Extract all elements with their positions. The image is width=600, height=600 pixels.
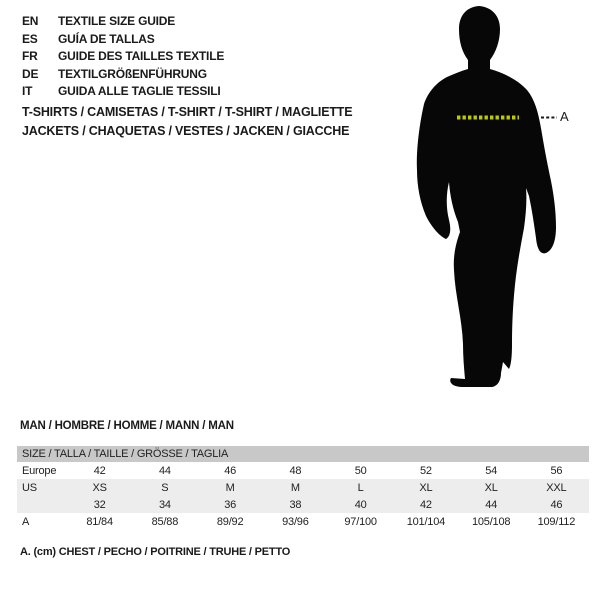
table-row-a-chest: [17, 513, 589, 530]
lang-code: DE: [22, 66, 39, 81]
lang-label: TEXTILGRÖßENFÜHRUNG: [58, 66, 207, 81]
cell: 34: [132, 496, 197, 513]
table-row-us: [17, 479, 589, 496]
category-line-tshirts: T-SHIRTS / CAMISETAS / T-SHIRT / T-SHIRT / MAGLIETTE: [22, 105, 353, 119]
row-label: US: [17, 479, 67, 496]
cell: 46: [224, 464, 237, 477]
table-row-europe: [17, 462, 589, 479]
cell: 101/104: [406, 515, 446, 528]
cell: 42: [93, 464, 106, 477]
size-table-header: SIZE / TALLA / TAILLE / GRÖSSE / TAGLIA: [17, 446, 589, 462]
cell: 46: [524, 496, 589, 513]
cell: XL: [459, 479, 524, 496]
cell: M: [263, 479, 328, 496]
measure-label-a: A: [560, 109, 569, 124]
lang-label: GUIDE DES TAILLES TEXTILE: [58, 49, 225, 63]
lang-label: GUIDA ALLE TAGLIE TESSILI: [58, 84, 221, 98]
cell: 42: [393, 496, 458, 513]
measurement-footnote: A. (cm) CHEST / PECHO / POITRINE / TRUHE / PETTO: [20, 546, 291, 558]
cell: XL: [393, 479, 458, 496]
cell: 52: [419, 464, 432, 477]
cell: 44: [158, 464, 171, 477]
cell: 109/112: [537, 515, 576, 528]
lang-label: TEXTILE SIZE GUIDE: [58, 14, 176, 28]
cell: M: [198, 479, 263, 496]
cell: 105/108: [471, 515, 511, 528]
section-title: MAN / HOMBRE / HOMME / MANN / MAN: [20, 420, 234, 432]
cell: 38: [263, 496, 328, 513]
size-table: [17, 446, 589, 530]
cell: XXL: [524, 479, 589, 496]
row-label: [17, 496, 67, 513]
category-line-jackets: JACKETS / CHAQUETAS / VESTES / JACKEN / GIACCHE: [22, 124, 350, 138]
cell: 56: [550, 464, 563, 477]
cell: 48: [289, 464, 302, 477]
man-silhouette-path: [417, 6, 556, 387]
size-table-header-row: [17, 446, 589, 462]
cell: 89/92: [216, 515, 244, 528]
cell: XS: [67, 479, 132, 496]
lang-code: IT: [22, 84, 33, 98]
cell: 36: [198, 496, 263, 513]
row-label: A: [22, 515, 30, 528]
lang-code: EN: [22, 14, 39, 28]
cell: 50: [354, 464, 367, 477]
cell: 85/88: [151, 515, 179, 528]
cell: L: [328, 479, 393, 496]
cell: 32: [67, 496, 132, 513]
table-row-numeric: [17, 496, 589, 513]
cell: 97/100: [344, 515, 377, 528]
lang-code: ES: [22, 31, 38, 46]
cell: 93/96: [282, 515, 309, 528]
cell: 54: [485, 464, 498, 477]
lang-code: FR: [22, 49, 38, 63]
cell: 44: [459, 496, 524, 513]
cell: S: [132, 479, 197, 496]
row-label: Europe: [22, 464, 57, 477]
cell: 40: [328, 496, 393, 513]
cell: 81/84: [86, 515, 113, 528]
lang-label: GUÍA DE TALLAS: [58, 31, 155, 46]
